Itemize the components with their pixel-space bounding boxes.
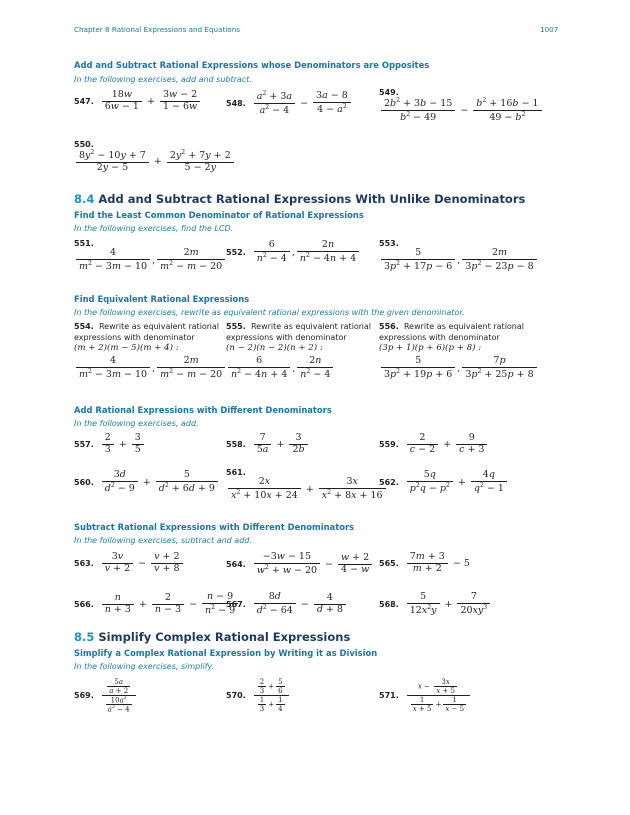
exercise-number: 561. (226, 468, 246, 477)
exercise-number: 569. (74, 691, 94, 701)
instruction-complex: In the following exercises, simplify. (74, 662, 215, 671)
section-number: 8.5 (74, 630, 95, 644)
exercise-number: 554. (74, 322, 94, 331)
section-8-4-heading (74, 192, 525, 206)
instruction-add: In the following exercises, add. (74, 419, 199, 428)
exercise-number: 567. (226, 600, 246, 609)
exercise-number: 547. (74, 96, 94, 106)
exercise-number: 557. (74, 439, 94, 449)
instruction-opposites: In the following exercises, add and subtract. (74, 75, 252, 84)
section-8-5-heading (74, 630, 350, 644)
exercise-number: 551. (74, 239, 94, 248)
exercise-number: 553. (379, 239, 399, 248)
section-number: 8.4 (74, 192, 95, 206)
exercise-566: 566. $\frac{n}{n + 3}$ + $\frac{2}{n - 3}$ − $\frac{n - 9}{n^2 - 9}$ (74, 592, 240, 617)
exercise-prompt: Rewrite as equivalent rational expressions with denominator (379, 322, 525, 342)
exercise-number: 549. (379, 88, 399, 97)
exercise-563: 563. $\frac{3v}{v + 2}$ − $\frac{v + 2}{v + 8}$ (74, 552, 185, 575)
page-number: 1007 (540, 25, 559, 34)
exercise-number: 563. (74, 558, 94, 568)
chapter-header: Chapter 8 Rational Expressions and Equations (74, 25, 240, 34)
exercise-567: 567. $\frac{8d}{d^2 - 64}$ − $\frac{4}{d + 8}$ (226, 592, 348, 617)
exercise-553: 553. $\frac{5}{3p^2 + 17p - 6}$ , $\frac{2m}{3p^2 - 23p - 8}$ (379, 239, 539, 273)
exercise-556: 556. Rewrite as equivalent rational expressions with denominator (3p + 1)(p + 6)(p + 8) : $\frac{5}{3p^2 + 19p + 6}$ , $\frac{7p}{3p^2 + 25p + 8}$ (379, 322, 539, 381)
exercise-number: 571. (379, 691, 399, 701)
exercise-550: 550. $\frac{8y^2 - 10y + 7}{2y - 5}$ + $\frac{2y^2 + 7y + 2}{5 - 2y}$ (74, 140, 236, 174)
target-denominator: (m + 2)(m − 5)(m + 4) : (74, 343, 179, 353)
exercise-555: 555. Rewrite as equivalent rational expressions with denominator (n − 2)(n − 2)(n + 2) : $\frac{6}{n^2 - 4n + 4}$ , $\frac{2n}{n^2 - 4}$ (226, 322, 372, 381)
instruction-lcd: In the following exercises, find the LCD. (74, 224, 234, 233)
exercise-569: 569. $\frac{\frac{5a}{a + 2}}{\frac{10a^2}{a^2 - 4}}$ (74, 678, 138, 714)
exercise-560: 560. $\frac{3d}{d^2 - 9}$ + $\frac{5}{d^2 + 6d + 9}$ (74, 470, 220, 495)
exercise-number: 559. (379, 439, 399, 449)
exercise-565: 565. $\frac{7m + 3}{m + 2}$ − 5 (379, 551, 470, 574)
exercise-570: 570. $\frac{2}{3}$ + $\frac{5}{6}$ $\frac{1}{3}$ + $\frac{1}{4}$ (226, 678, 291, 713)
exercise-number: 564. (226, 560, 246, 569)
exercise-number: 550. (74, 140, 94, 149)
subsection-title-opposites: Add and Subtract Rational Expressions whose Denominators are Opposites (74, 60, 430, 70)
exercise-548: 548. $\frac{a^2 + 3a}{a^2 - 4}$ − $\frac{3a - 8}{4 - a^2}$ (226, 90, 353, 117)
subsection-title-complex: Simplify a Complex Rational Expression by Writing it as Division (74, 648, 378, 658)
subsection-title-lcd: Find the Least Common Denominator of Rational Expressions (74, 210, 364, 220)
exercise-549: 549. $\frac{2b^2 + 3b - 15}{b^2 - 49}$ − $\frac{b^2 + 16b - 1}{49 - b^2}$ (379, 88, 544, 124)
exercise-557: 557. $\frac{2}{3}$ + $\frac{3}{5}$ (74, 433, 146, 456)
exercise-562: 562. $\frac{5q}{p^2q - p^2}$ + $\frac{4q}{q^2 - 1}$ (379, 470, 509, 495)
exercise-554: 554. Rewrite as equivalent rational expressions with denominator (m + 2)(m − 5)(m + 4) : $\frac{4}{m^2 - 3m - 10}$ , $\frac{2m}{m^2 - m - 20}$ (74, 322, 227, 381)
section-title: Add and Subtract Rational Expressions With Unlike Denominators (98, 192, 526, 206)
exercise-568: 568. $\frac{5}{12x^2y}$ + $\frac{7}{20xy^3}$ (379, 592, 492, 617)
exercise-558: 558. $\frac{7}{5a}$ + $\frac{3}{2b}$ (226, 433, 310, 456)
exercise-551: 551. $\frac{4}{m^2 - 3m - 10}$ , $\frac{2m}{m^2 - m - 20}$ (74, 239, 227, 273)
exercise-number: 562. (379, 478, 399, 487)
instruction-equivalent: In the following exercises, rewrite as equivalent rational expressions with the given denominator. (74, 308, 465, 317)
exercise-number: 552. (226, 248, 246, 257)
exercise-prompt: Rewrite as equivalent rational expressions with denominator (74, 322, 220, 342)
exercise-number: 558. (226, 439, 246, 449)
exercise-number: 570. (226, 691, 246, 701)
target-denominator: (n − 2)(n − 2)(n + 2) : (226, 343, 323, 353)
exercise-552: 552. $\frac{6}{n^2 - 4}$ , $\frac{2n}{n^2 - 4n + 4}$ (226, 240, 361, 265)
exercise-547: 547. $\frac{18w}{6w - 1}$ + $\frac{3w - 2}{1 - 6w}$ (74, 90, 202, 113)
subsection-title-subtract: Subtract Rational Expressions with Different Denominators (74, 522, 355, 532)
exercise-number: 555. (226, 322, 246, 331)
subsection-title-equivalent: Find Equivalent Rational Expressions (74, 294, 250, 304)
subsection-title-add: Add Rational Expressions with Different Denominators (74, 405, 332, 415)
exercise-561: 561. $\frac{2x}{x^2 + 10x + 24}$ + $\frac{3x}{x^2 + 8x + 16}$ (226, 468, 388, 502)
exercise-number: 565. (379, 558, 399, 568)
exercise-number: 568. (379, 600, 399, 609)
exercise-number: 566. (74, 600, 94, 609)
instruction-subtract: In the following exercises, subtract and add. (74, 536, 252, 545)
exercise-number: 548. (226, 99, 246, 109)
section-title: Simplify Complex Rational Expressions (98, 630, 351, 644)
target-denominator: (3p + 1)(p + 6)(p + 8) : (379, 343, 482, 353)
exercise-number: 560. (74, 478, 94, 487)
exercise-number: 556. (379, 322, 399, 331)
exercise-571: 571. x − $\frac{3x}{x + 5}$ $\frac{1}{x + 5}$ + $\frac{1}{x - 5}$ (379, 678, 472, 713)
exercise-564: 564. $\frac{-3w - 15}{w^2 + w - 20}$ − $\frac{w + 2}{4 - w}$ (226, 552, 374, 577)
exercise-559: 559. $\frac{2}{c - 2}$ + $\frac{9}{c + 3}$ (379, 433, 489, 456)
exercise-prompt: Rewrite as equivalent rational expressions with denominator (226, 322, 372, 342)
